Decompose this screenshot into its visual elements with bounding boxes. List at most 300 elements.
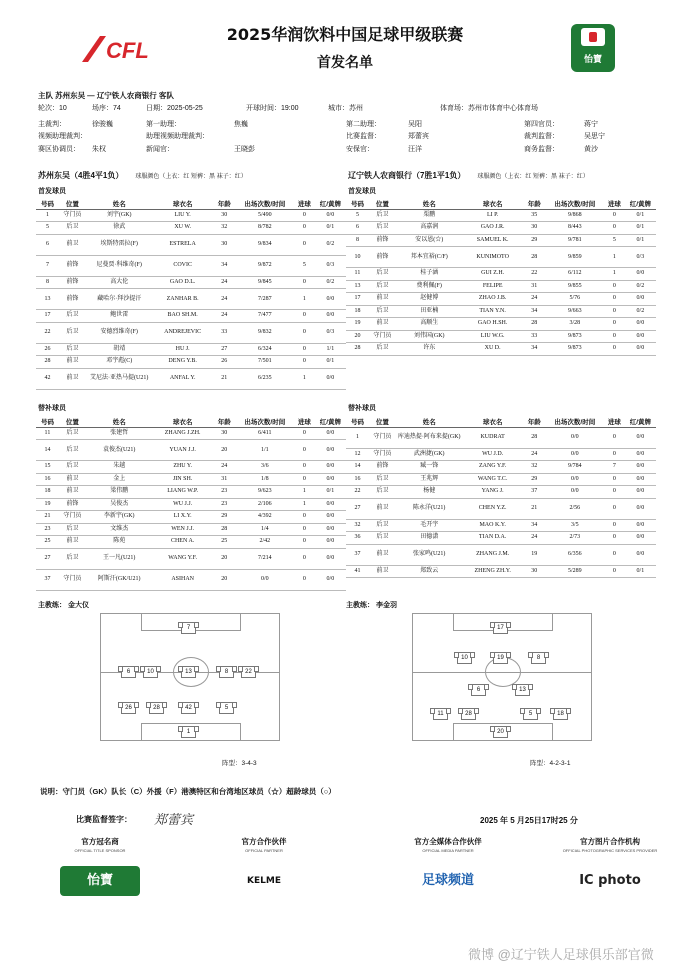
column-header: 进球 [604,416,625,427]
table-cell: 0/0 [315,461,346,474]
table-cell: 0/0 [625,293,656,306]
table-cell: 16 [36,473,59,486]
table-cell: 32 [346,519,369,532]
info-cell: 第四官员： [524,121,559,128]
table-cell: 后卫 [369,486,396,499]
table-cell: 37 [36,569,59,590]
table-cell: 前卫 [59,368,86,389]
table-cell: 后卫 [369,532,396,545]
table-row [346,461,656,474]
table-cell: DENG Y.B. [152,356,212,369]
table-cell: 0 [294,569,315,590]
table-cell: 0/1 [315,356,346,369]
table-cell: 20 [213,548,236,569]
table-cell: KUDRAT [462,427,522,448]
table-cell: GUI Z.H. [462,268,522,281]
table-row [346,234,656,247]
home-starters-label: 首发球员 [38,188,66,195]
table-row [346,532,656,545]
table-cell: 前卫 [369,318,396,331]
column-header: 年龄 [523,198,546,209]
table-cell: 29 [213,511,236,524]
table-cell: 0 [294,356,315,369]
table-cell: ZHENG ZH.Y. [462,565,522,578]
table-cell: ANFAL Y. [152,368,212,389]
table-cell: 30 [213,209,236,222]
table-cell: 18 [36,486,59,499]
table-cell: TIAN Y.N. [462,305,522,318]
table-cell: 7/501 [236,356,294,369]
table-cell: 7/287 [236,289,294,310]
table-cell: 前卫 [369,498,396,519]
table-cell: 0 [294,511,315,524]
table-cell: 后卫 [59,523,86,536]
table-cell: WU J.J. [152,498,212,511]
table-cell: 7 [36,255,59,276]
sponsor-logo: 怡寶 [571,24,615,72]
table-cell: 42 [36,368,59,389]
table-cell: 37 [523,486,546,499]
table-cell: 30 [213,234,236,255]
table-cell: 安以恩(☆) [396,234,463,247]
table-cell: 1 [294,289,315,310]
table-cell: 21 [523,498,546,519]
player-shirt-icon: 7 [181,622,196,634]
table-cell: 前卫 [59,234,86,255]
home-subs-label: 替补球员 [38,405,66,412]
table-row [36,536,346,549]
table-cell: 37 [346,544,369,565]
away-subs-table [346,416,656,578]
table-cell: 8/443 [546,222,604,235]
table-cell: 0/0 [315,289,346,310]
table-cell: 0/0 [236,569,294,590]
table-row [346,544,656,565]
table-cell: 前锋 [369,234,396,247]
table-cell: 34 [523,305,546,318]
table-cell: 后卫 [59,440,86,461]
table-cell: 前锋 [59,498,86,511]
table-cell: 袁俊杰(U21) [86,440,153,461]
player-shirt-icon: 22 [241,666,256,678]
table-row [36,569,346,590]
player-shirt-icon: 5 [523,708,538,720]
away-formation: 阵型：4-2-3-1 [530,760,571,767]
table-cell: 0/0 [546,473,604,486]
table-cell: 0 [294,461,315,474]
table-cell: 后卫 [369,343,396,356]
table-cell: 0/2 [625,305,656,318]
table-cell: 王一凡(U21) [86,548,153,569]
info-cell: 裁判监督： [524,133,559,140]
table-cell: 前锋 [59,276,86,289]
table-row [36,461,346,474]
table-cell: 20 [213,440,236,461]
player-shirt-icon: 19 [493,652,508,664]
table-cell: 0/0 [546,486,604,499]
table-cell: YUAN J.J. [152,440,212,461]
column-header: 出场次数/时间 [546,198,604,209]
away-team-heading: 辽宁铁人农商银行（7胜1平1负） 球服颜色（上衣：红 短裤：黑 袜子：红） [348,171,589,180]
table-cell: 0/0 [315,523,346,536]
table-cell: 赵健博 [396,293,463,306]
column-header: 姓名 [396,416,463,427]
table-row [36,548,346,569]
table-cell: 后卫 [369,209,396,222]
table-cell: 0/1 [315,486,346,499]
away-formation-pitch [412,613,592,741]
column-header: 红/黄牌 [625,416,656,427]
table-cell: 后卫 [369,280,396,293]
table-cell: 6/324 [236,343,294,356]
table-cell: 5/289 [546,565,604,578]
table-cell: 0/0 [625,532,656,545]
table-row [36,255,346,276]
table-cell: 23 [213,486,236,499]
table-cell: 6 [346,222,369,235]
table-cell: 2/56 [546,498,604,519]
table-cell: COVIC [152,255,212,276]
table-cell: 24 [523,448,546,461]
column-header: 出场次数/时间 [546,416,604,427]
table-cell: 前卫 [369,293,396,306]
table-row [346,565,656,578]
info-cell: 郑蕾宾 [408,133,429,140]
page-title: 2025华润饮料中国足球甲级联赛 [226,25,464,44]
table-cell: 1 [604,268,625,281]
table-cell: XU D. [462,343,522,356]
table-cell: 后卫 [59,322,86,343]
table-row [36,289,346,310]
table-cell: 29 [523,473,546,486]
table-cell: 0 [294,234,315,255]
table-cell: 高顺生 [396,318,463,331]
player-shirt-icon: 26 [121,702,136,714]
player-shirt-icon: 1 [181,726,196,738]
table-row [346,519,656,532]
column-header: 红/黄牌 [625,198,656,209]
column-header: 出场次数/时间 [236,198,294,209]
table-cell: 9/663 [546,305,604,318]
watermark: 微博 @辽宁铁人足球俱乐部官微 [468,947,654,962]
info-row [38,119,658,130]
table-cell: 朱越 [86,461,153,474]
table-cell: 6/411 [236,427,294,440]
table-cell: 前卫 [59,536,86,549]
table-cell: 后卫 [369,473,396,486]
table-row [346,473,656,486]
table-row [36,368,346,389]
table-cell: WANG T.C. [462,473,522,486]
table-cell: 高大伦 [86,276,153,289]
info-cell: 第一助理： [146,121,181,128]
table-cell: LI X.Y. [152,511,212,524]
table-cell: 0/0 [625,448,656,461]
table-cell: 0/0 [315,548,346,569]
table-cell: 武洲捷(GK) [396,448,463,461]
table-cell: ZHANG J.M. [462,544,522,565]
table-cell: 0/3 [625,247,656,268]
table-cell: 0 [294,536,315,549]
column-header: 球衣名 [152,416,212,427]
table-cell: 后卫 [369,305,396,318]
table-cell: TIAN D.A. [462,532,522,545]
column-header: 姓名 [86,198,153,209]
table-cell: GAO H.SH. [462,318,522,331]
table-cell: 埃斯特雷拉(F) [86,234,153,255]
table-cell: 邓宇彪(C) [86,356,153,369]
table-cell: KUNIMOTO [462,247,522,268]
match-line: 主队 苏州东吴 — 辽宁铁人农商银行 客队 [38,91,174,100]
home-formation: 阵型：3-4-3 [222,760,257,767]
table-row [36,310,346,323]
table-cell: 0/0 [315,536,346,549]
table-cell: 库迪热提·阿布来提(GK) [396,427,463,448]
info-row [38,103,658,114]
table-cell: 41 [346,565,369,578]
table-cell: 24 [213,276,236,289]
table-cell: 0 [294,523,315,536]
table-cell: MAO K.Y. [462,519,522,532]
table-cell: 后卫 [369,268,396,281]
column-header: 姓名 [86,416,153,427]
legend-note: 说明：守门员（GK）队长（C）外援（F）港澳特区和台湾地区球员（☆）超龄球员（○） [40,787,336,796]
table-cell: 后卫 [59,461,86,474]
table-cell: 2/73 [546,532,604,545]
table-cell: 许东 [396,343,463,356]
table-cell: ZHAO J.B. [462,293,522,306]
table-cell: 1/1 [236,440,294,461]
table-cell: 杨健 [396,486,463,499]
table-cell: 6 [36,234,59,255]
table-cell: 臧一锋 [396,461,463,474]
sponsor-subtitle: OFFICIAL TITLE SPONSOR [74,848,126,853]
table-cell: 1 [36,209,59,222]
table-cell: 2/106 [236,498,294,511]
player-shirt-icon: 28 [461,708,476,720]
table-cell: 0/0 [315,511,346,524]
table-row [346,318,656,331]
info-cell: 主裁判： [38,121,66,128]
table-cell: 8/782 [236,222,294,235]
table-row [346,268,656,281]
away-subs-label: 替补球员 [348,405,376,412]
table-cell: 0 [294,276,315,289]
table-cell: 33 [523,330,546,343]
table-row [36,486,346,499]
table-cell: 28 [523,427,546,448]
table-cell: 0/3 [315,255,346,276]
column-header: 号码 [36,198,59,209]
table-cell: 10 [346,247,369,268]
table-cell: 3/6 [236,461,294,474]
table-cell: 20 [213,569,236,590]
table-cell: 0 [294,548,315,569]
table-cell: 0/0 [625,486,656,499]
table-cell: 1 [604,247,625,268]
player-shirt-icon: 10 [457,652,472,664]
table-cell: HU J. [152,343,212,356]
table-cell: 后卫 [59,222,86,235]
table-cell: WEN J.J. [152,523,212,536]
table-cell: CHEN Y.Z. [462,498,522,519]
table-cell: 12 [346,448,369,461]
table-cell: 邦本宜裕(C/F) [396,247,463,268]
table-cell: 0/2 [315,234,346,255]
table-cell: 14 [346,461,369,474]
table-row [346,305,656,318]
table-cell: 9/868 [546,209,604,222]
table-cell: 34 [523,343,546,356]
table-cell: 0/0 [625,544,656,565]
table-cell: 27 [213,343,236,356]
table-cell: 19 [346,318,369,331]
player-shirt-icon: 17 [493,622,508,634]
info-cell: 轮次：10 [38,105,67,112]
sponsor-logo: KELME [247,876,281,886]
table-row [346,486,656,499]
table-cell: 5/76 [546,293,604,306]
svg-text:CFL: CFL [106,38,149,63]
table-cell: 7/214 [236,548,294,569]
table-cell: 33 [213,322,236,343]
table-cell: LI P. [462,209,522,222]
table-cell: 0/1 [625,234,656,247]
table-cell: 22 [346,486,369,499]
table-cell: 9/859 [546,247,604,268]
table-cell: 1 [346,427,369,448]
table-cell: SAMUEL K. [462,234,522,247]
player-shirt-icon: 28 [149,702,164,714]
table-cell: 守门员 [59,209,86,222]
table-cell: 王兆辉 [396,473,463,486]
info-cell: 开球时间：19:00 [246,105,299,112]
column-header: 球衣名 [152,198,212,209]
table-cell: 栗鹏 [396,209,463,222]
table-cell: 0 [604,209,625,222]
away-starters-label: 首发球员 [348,188,376,195]
table-cell: 18 [346,305,369,318]
table-row [346,330,656,343]
away-coach: 主教练： 李金羽 [346,602,397,609]
info-cell: 赛区协调员： [38,146,80,153]
table-cell: 30 [523,565,546,578]
table-cell: 后卫 [59,548,86,569]
info-cell: 朱权 [92,146,106,153]
table-cell: 30 [523,222,546,235]
table-cell: 0/0 [625,343,656,356]
column-header: 进球 [294,416,315,427]
info-cell: 焦巍 [234,121,248,128]
table-cell: 后卫 [59,310,86,323]
column-header: 红/黄牌 [315,416,346,427]
table-cell: 0/3 [315,322,346,343]
table-cell: 胡靖 [86,343,153,356]
table-cell: 0 [604,473,625,486]
table-cell: 31 [523,280,546,293]
table-cell: 守门员 [369,448,396,461]
table-row [346,222,656,235]
table-cell: 守门员 [369,330,396,343]
info-cell: 黄沙 [584,146,598,153]
player-shirt-icon: 8 [531,652,546,664]
table-cell: 19 [36,498,59,511]
table-cell: 0 [294,440,315,461]
table-cell: 21 [213,368,236,389]
column-header: 出场次数/时间 [236,416,294,427]
table-cell: 31 [213,473,236,486]
table-cell: 0 [604,532,625,545]
table-cell: 0/0 [315,427,346,440]
table-cell: 5 [36,222,59,235]
table-cell: WU J.D. [462,448,522,461]
signature: 郑蕾宾 [154,813,194,828]
table-row [346,209,656,222]
table-row [346,280,656,293]
table-cell: 张家鸣(U21) [396,544,463,565]
info-cell: 日期：2025-05-25 [146,105,203,112]
table-cell: 1 [294,498,315,511]
table-cell: 前锋 [369,247,396,268]
table-cell: 后卫 [59,427,86,440]
table-cell: 0 [604,486,625,499]
table-cell: 0/0 [625,473,656,486]
table-row [36,523,346,536]
table-cell: ANDREJEVIC [152,322,212,343]
table-cell: 0/0 [625,268,656,281]
table-cell: 22 [523,268,546,281]
column-header: 号码 [346,416,369,427]
table-cell: 14 [36,440,59,461]
column-header: 年龄 [213,198,236,209]
player-shirt-icon: 5 [219,702,234,714]
table-cell: ASIHAN [152,569,212,590]
table-cell: 阿斯汗(GK/U21) [86,569,153,590]
table-cell: 9/832 [236,322,294,343]
table-cell: 张建哲 [86,427,153,440]
table-cell: 尼曼贾·科维奇(F) [86,255,153,276]
table-cell: 0 [604,305,625,318]
table-cell: 0 [604,498,625,519]
table-cell: 11 [346,268,369,281]
table-cell: 3/28 [546,318,604,331]
info-cell: 比赛监督： [346,133,381,140]
table-cell: 22 [36,322,59,343]
table-cell: 0/0 [315,569,346,590]
table-cell: 0/0 [625,330,656,343]
table-cell: 0/0 [625,318,656,331]
info-cell: 蒋宁 [584,121,598,128]
table-cell: 李新宇(GK) [86,511,153,524]
column-header: 位置 [59,198,86,209]
table-cell: 7 [604,461,625,474]
table-cell: 0/1 [315,222,346,235]
column-header: 位置 [369,198,396,209]
table-cell: 郑致云 [396,565,463,578]
table-cell: 0/0 [315,440,346,461]
table-cell: 9/784 [546,461,604,474]
table-cell: 0 [604,544,625,565]
table-cell: 17 [36,310,59,323]
table-cell: XU W. [152,222,212,235]
table-cell: YANG J. [462,486,522,499]
table-cell: 0 [604,565,625,578]
sponsor-subtitle: OFFICIAL PHOTOGRAPHIC SERVICES PROVIDER [562,848,658,853]
table-cell: 0 [604,448,625,461]
table-cell: 守门员 [369,427,396,448]
table-cell: 1 [294,486,315,499]
table-cell: 9/781 [546,234,604,247]
